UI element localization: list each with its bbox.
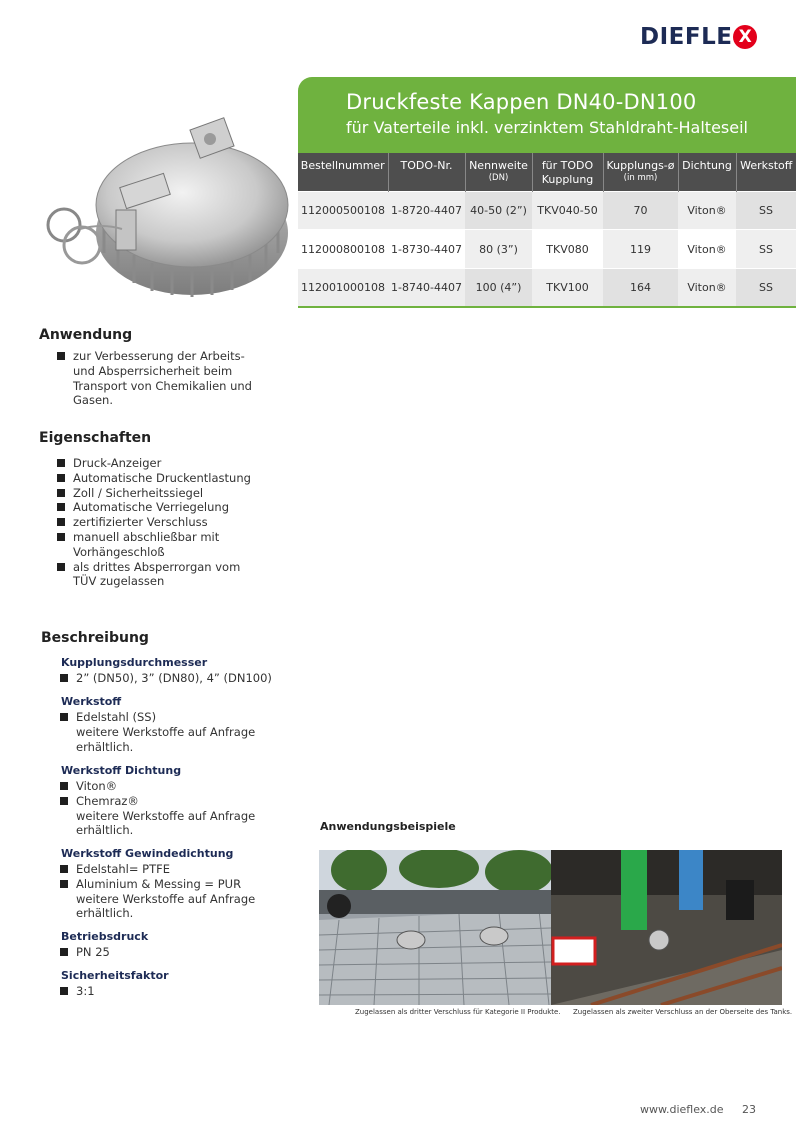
product-image	[22, 105, 290, 305]
bullet-square-icon	[57, 503, 65, 511]
col-header: Kupplungs-ø (in mm)	[603, 153, 678, 191]
table-cell: Viton®	[678, 191, 736, 230]
list-item: zertifizierter Verschluss	[57, 515, 257, 530]
description-list	[60, 779, 290, 838]
bullet-square-icon	[57, 474, 65, 482]
table-cell: 70	[603, 191, 678, 230]
table-cell: 80 (3”)	[465, 230, 532, 269]
subsection-title: Sicherheitsfaktor	[61, 969, 169, 982]
subsection-title: Betriebsdruck	[61, 930, 149, 943]
table-cell: Viton®	[678, 230, 736, 269]
example-photo-grating	[319, 850, 551, 1005]
list-item: Aluminium & Messing = PUR weitere Werkstoffe auf Anfrage erhältlich.	[60, 877, 290, 921]
table-row	[298, 191, 796, 230]
page-title: Druckfeste Kappen DN40-DN100	[346, 90, 697, 114]
examples-title: Anwendungsbeispiele	[320, 820, 456, 833]
table-cell: 112001000108	[298, 268, 388, 307]
table-cell: 112000500108	[298, 191, 388, 230]
list-item: 3:1	[60, 984, 290, 999]
table-cell: 40-50 (2”)	[465, 191, 532, 230]
subsection-title: Werkstoff Gewindedichtung	[61, 847, 234, 860]
page-subtitle: für Vaterteile inkl. verzinktem Stahldraht-Halteseil	[346, 118, 748, 137]
list-item: 2” (DN50), 3” (DN80), 4” (DN100)	[60, 671, 290, 686]
table-cell: Viton®	[678, 268, 736, 307]
list-item: als drittes Absperrorgan vom TÜV zugelassen	[57, 560, 257, 590]
col-header: Dichtung	[678, 153, 736, 191]
list-item: Zoll / Sicherheitssiegel	[57, 486, 257, 501]
list-item: Viton®	[60, 779, 290, 794]
table-row	[298, 268, 796, 307]
bullet-square-icon	[60, 674, 68, 682]
list-item: Edelstahl (SS) weitere Werkstoffe auf Anfrage erhältlich.	[60, 710, 290, 754]
table-cell: TKV100	[532, 268, 603, 307]
page-number: 23	[742, 1103, 756, 1116]
table-cell: 100 (4”)	[465, 268, 532, 307]
bullet-square-icon	[57, 489, 65, 497]
bullet-square-icon	[57, 352, 65, 360]
description-list	[60, 862, 290, 921]
list-item: Automatische Verriegelung	[57, 500, 257, 515]
col-header: Bestellnummer	[298, 153, 388, 191]
bullet-square-icon	[60, 865, 68, 873]
example-caption-1: Zugelassen als dritter Verschluss für Kategorie II Produkte.	[355, 1008, 561, 1016]
subsection-title: Werkstoff	[61, 695, 122, 708]
list-item: PN 25	[60, 945, 290, 960]
bullet-square-icon	[60, 797, 68, 805]
table-header-row	[298, 153, 796, 191]
title-banner	[298, 77, 796, 153]
bullet-square-icon	[60, 713, 68, 721]
anwendung-list	[57, 349, 267, 408]
description-list	[60, 984, 290, 999]
dieflex-logo	[640, 24, 757, 50]
description-list	[60, 945, 290, 960]
table-cell: SS	[736, 268, 796, 307]
col-header: Nennweite (DN)	[465, 153, 532, 191]
footer-url: www.dieflex.de	[640, 1103, 724, 1116]
table-cell: 1-8730-4407	[388, 230, 465, 269]
subsection-title: Kupplungsdurchmesser	[61, 656, 208, 669]
table-cell: TKV080	[532, 230, 603, 269]
bullet-square-icon	[60, 880, 68, 888]
list-item: Edelstahl= PTFE	[60, 862, 290, 877]
table-cell: SS	[736, 191, 796, 230]
logo-x-icon: X	[733, 25, 757, 49]
col-header: Werkstoff	[736, 153, 796, 191]
description-list	[60, 671, 290, 686]
table-cell: 164	[603, 268, 678, 307]
example-caption-2: Zugelassen als zweiter Verschluss an der Oberseite des Tanks.	[573, 1008, 793, 1016]
col-header: für TODO Kupplung	[532, 153, 603, 191]
table-cell: 119	[603, 230, 678, 269]
bullet-square-icon	[60, 948, 68, 956]
eigenschaften-list	[57, 456, 257, 589]
list-item: Chemraz® weitere Werkstoffe auf Anfrage erhältlich.	[60, 794, 290, 838]
logo-text: DIEFLE	[640, 24, 733, 50]
description-list	[60, 710, 290, 754]
table-cell: 1-8740-4407	[388, 268, 465, 307]
table-cell: SS	[736, 230, 796, 269]
table-cell: TKV040-50	[532, 191, 603, 230]
table-row	[298, 230, 796, 269]
section-title-beschreibung: Beschreibung	[41, 630, 149, 646]
bullet-square-icon	[57, 533, 65, 541]
section-title-eigenschaften: Eigenschaften	[39, 430, 152, 446]
bullet-square-icon	[60, 987, 68, 995]
table-cell: 1-8720-4407	[388, 191, 465, 230]
list-item: manuell abschließbar mit Vorhängeschloß	[57, 530, 257, 560]
bullet-square-icon	[60, 782, 68, 790]
col-header: TODO-Nr.	[388, 153, 465, 191]
bullet-square-icon	[57, 563, 65, 571]
bullet-square-icon	[57, 459, 65, 467]
list-item: zur Verbesserung der Arbeits- und Absperrsicherheit beim Transport von Chemikalien und Gasen.	[57, 349, 267, 408]
list-item: Automatische Druckentlastung	[57, 471, 257, 486]
bullet-square-icon	[57, 518, 65, 526]
subsection-title: Werkstoff Dichtung	[61, 764, 182, 777]
table-cell: 112000800108	[298, 230, 388, 269]
example-photo-tank	[551, 850, 782, 1005]
spec-table	[298, 153, 796, 308]
list-item: Druck-Anzeiger	[57, 456, 257, 471]
section-title-anwendung: Anwendung	[39, 327, 133, 343]
